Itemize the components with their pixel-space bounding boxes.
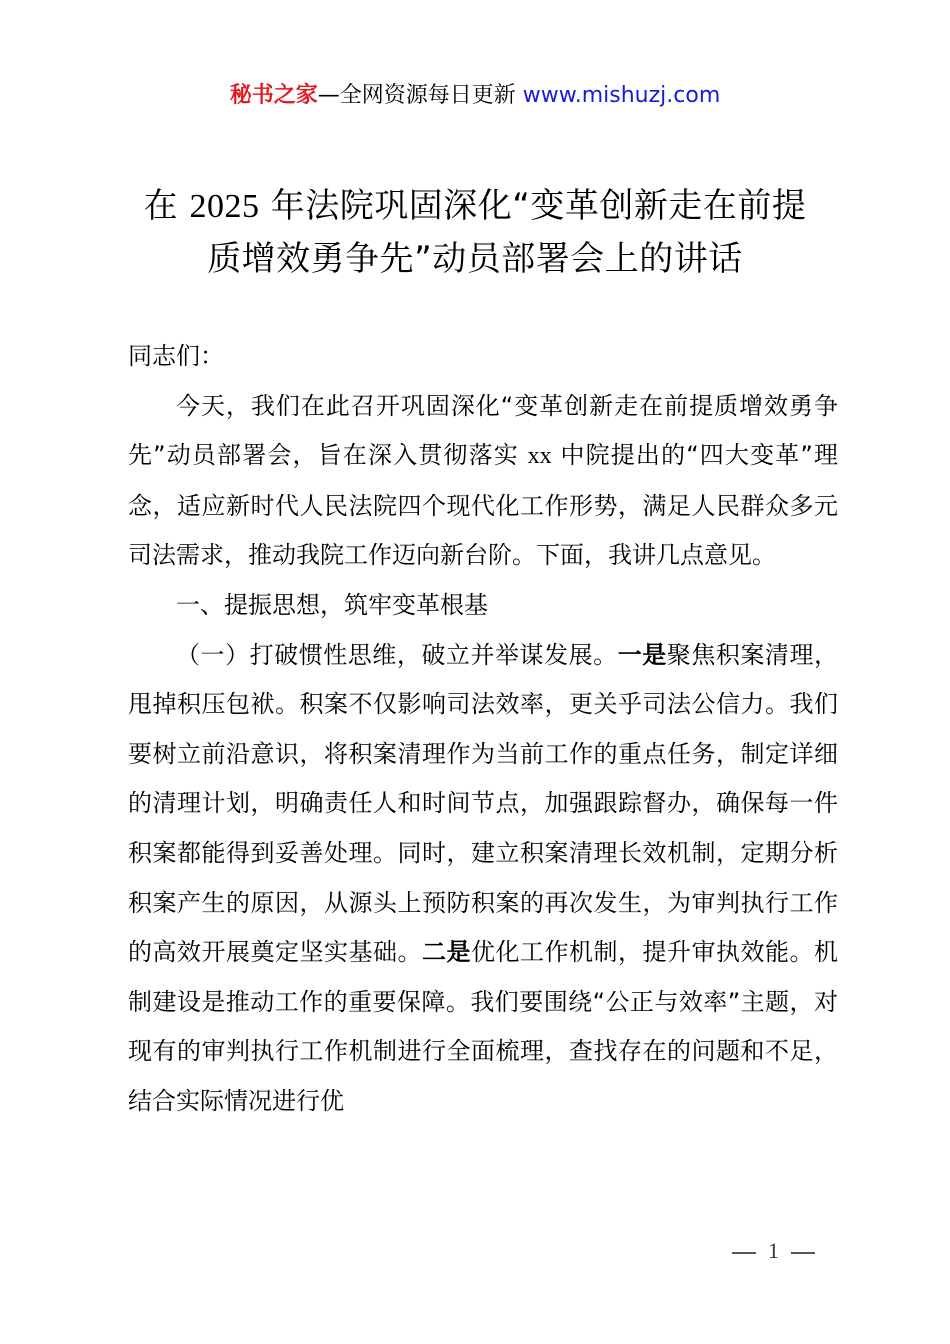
site-header xyxy=(0,80,950,112)
page-number-value: 1 xyxy=(768,1238,779,1263)
title-line-2: 质增效勇争先”动员部署会上的讲话 xyxy=(207,239,743,279)
title-prefix: 在 xyxy=(143,186,190,226)
title-line-1 xyxy=(100,180,850,233)
point-text-1: 聚焦积案清理，甩掉积压包袱。积案不仅影响司法效率，更关乎司法公信力。我们要树立前沿意识，将积案清理作为当前工作的重点任务，制定详细的清理计划，明确责任人和时间节点，加强跟踪督办，确保每一件积案都能得到妥善处理。同时，建立积案清理长效机制，定期分析积案产生的原因，从源头上预防积案的再次发生，为审判执行工作的高效开展奠定坚实基础。 xyxy=(128,640,839,967)
brand-name: 秘书之家 xyxy=(229,83,318,108)
section-heading-1: 一、提振思想，筑牢变革根基 xyxy=(176,590,488,619)
intro-text-2: 中院提出的“四大变革”理念，适应新时代人民法院四个现代化工作形势，满足人民群众多元司法需求，推动我院工作迈向新台阶。下面，我讲几点意见。 xyxy=(128,441,839,570)
intro-text-1: 今天，我们在此召开巩固深化“变革创新走在前提质增效勇争先”动员部署会，旨在深入贯彻落实 xyxy=(128,391,838,470)
page-number xyxy=(720,1238,827,1264)
page-dash-right xyxy=(791,1252,815,1254)
salutation: 同志们： xyxy=(128,342,224,370)
section-1-paragraph-1 xyxy=(128,631,838,1127)
site-url-link[interactable]: www.mishuzj.com xyxy=(522,83,721,108)
title-year: 2025 xyxy=(189,188,260,225)
document-body xyxy=(128,332,838,1127)
intro-paragraph xyxy=(128,382,838,581)
intro-placeholder: xx xyxy=(527,443,552,470)
header-tagline: —全网资源每日更新 xyxy=(317,83,523,108)
title-suffix: 年法院巩固深化“变革创新走在前提 xyxy=(259,186,807,226)
point-text-2: 优化工作机制，提升审执效能。机制建设是推动工作的重要保障。我们要围绕“公正与效率”主题，对现有的审判执行工作机制进行全面梳理，查找存在的问题和不足，结合实际情况进行优 xyxy=(128,938,838,1115)
point-label-2: 二是 xyxy=(422,938,471,967)
point-label-1: 一是 xyxy=(617,640,667,669)
document-title xyxy=(100,180,850,285)
page-dash-left xyxy=(732,1252,756,1254)
subsection-heading: （一）打破惯性思维，破立并举谋发展。 xyxy=(176,640,618,669)
